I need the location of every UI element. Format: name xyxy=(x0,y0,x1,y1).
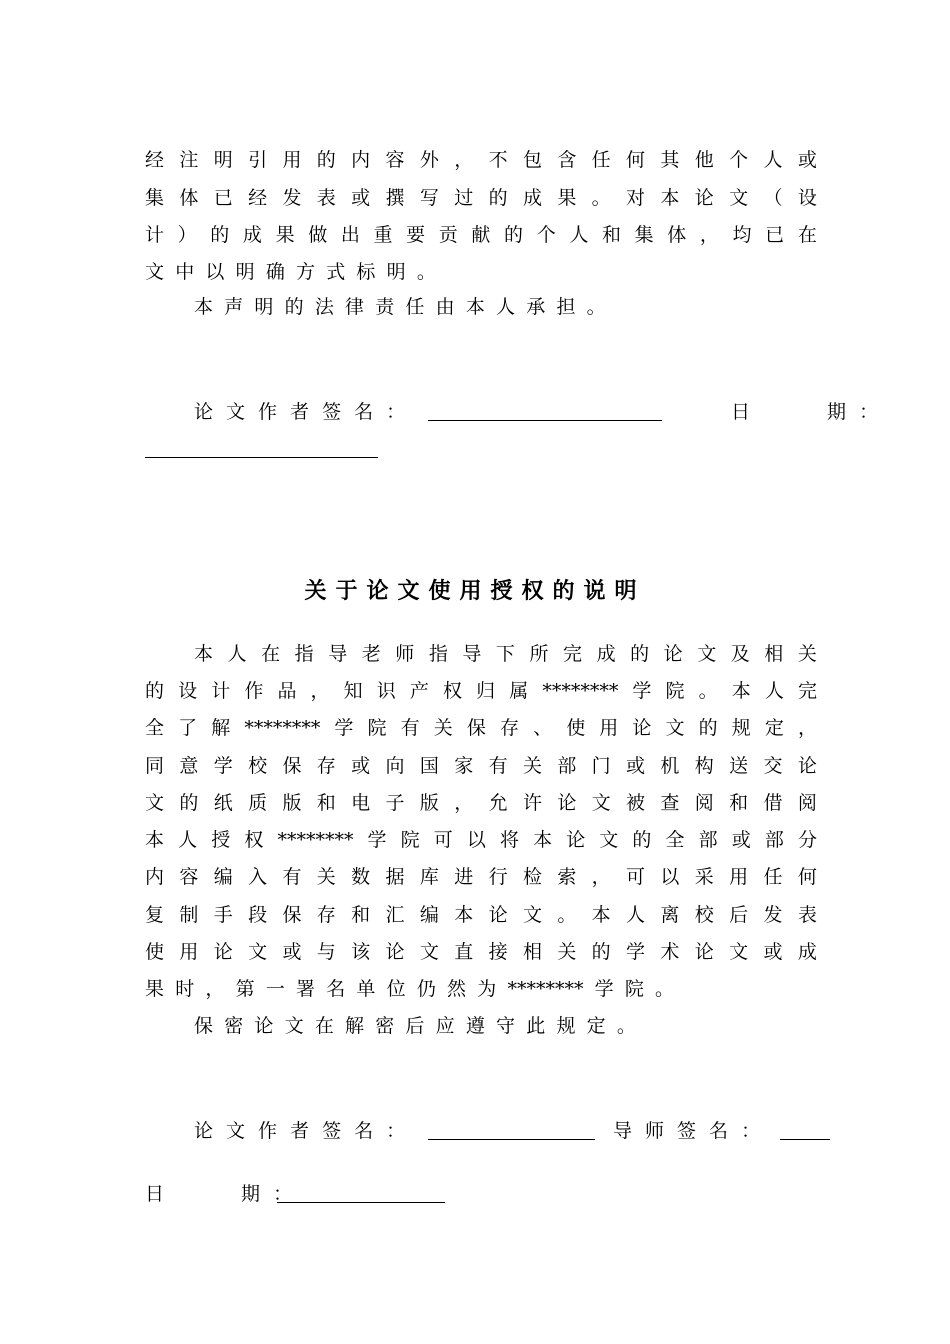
authorization-date-line[interactable] xyxy=(277,1202,445,1203)
authorization-date-label: 日 期 ： xyxy=(145,1183,293,1205)
authorization-line-8: 复 制 手 段 保 存 和 汇 编 本 论 文 。 本 人 离 校 后 发 表 xyxy=(145,904,817,926)
authorization-line-4: 同 意 学 校 保 存 或 向 国 家 有 关 部 门 或 机 构 送 交 论 xyxy=(145,755,817,777)
authorization-line-10: 果 时 ， 第 一 署 名 单 位 仍 然 为 ******** 学 院 。 xyxy=(145,978,675,1000)
declaration-author-signature-line[interactable] xyxy=(428,420,662,421)
declaration-date-label: 日 期 ： xyxy=(731,401,879,423)
advisor-signature-label: 导 师 签 名 ： xyxy=(613,1120,761,1142)
authorization-line-7: 内 容 编 入 有 关 数 据 库 进 行 检 索 ， 可 以 采 用 任 何 xyxy=(145,866,817,888)
declaration-author-signature-label: 论 文 作 者 签 名 ： xyxy=(194,401,406,423)
declaration-line-4: 文 中 以 明 确 方 式 标 明 。 xyxy=(145,261,436,283)
authorization-title: 关于论文使用授权的说明 xyxy=(304,579,646,604)
advisor-signature-line[interactable] xyxy=(780,1139,830,1140)
authorization-author-signature-label: 论 文 作 者 签 名 ： xyxy=(194,1120,406,1142)
authorization-line-5: 文 的 纸 质 版 和 电 子 版 ， 允 许 论 文 被 查 阅 和 借 阅 xyxy=(145,792,817,814)
declaration-line-1: 经 注 明 引 用 的 内 容 外 ， 不 包 含 任 何 其 他 个 人 或 xyxy=(145,149,817,171)
responsibility-statement: 本 声 明 的 法 律 责 任 由 本 人 承 担 。 xyxy=(194,296,606,318)
authorization-line-3: 全 了 解 ******** 学 院 有 关 保 存 、 使 用 论 文 的 规 定 ， xyxy=(145,717,817,739)
authorization-line-1: 本 人 在 指 导 老 师 指 导 下 所 完 成 的 论 文 及 相 关 xyxy=(194,643,817,665)
authorization-author-signature-line[interactable] xyxy=(428,1139,595,1140)
authorization-line-2: 的 设 计 作 品 ， 知 识 产 权 归 属 ******** 学 院 。 本 人 完 xyxy=(145,680,817,702)
confidential-note: 保 密 论 文 在 解 密 后 应 遵 守 此 规 定 。 xyxy=(194,1015,636,1037)
declaration-line-2: 集 体 已 经 发 表 或 撰 写 过 的 成 果 。 对 本 论 文 （ 设 xyxy=(145,187,817,209)
authorization-line-9: 使 用 论 文 或 与 该 论 文 直 接 相 关 的 学 术 论 文 或 成 xyxy=(145,941,817,963)
declaration-date-line[interactable] xyxy=(145,457,378,458)
authorization-line-6: 本 人 授 权 ******** 学 院 可 以 将 本 论 文 的 全 部 或 部 分 xyxy=(145,829,817,851)
declaration-line-3: 计 ） 的 成 果 做 出 重 要 贡 献 的 个 人 和 集 体 ， 均 已 在 xyxy=(145,224,817,246)
